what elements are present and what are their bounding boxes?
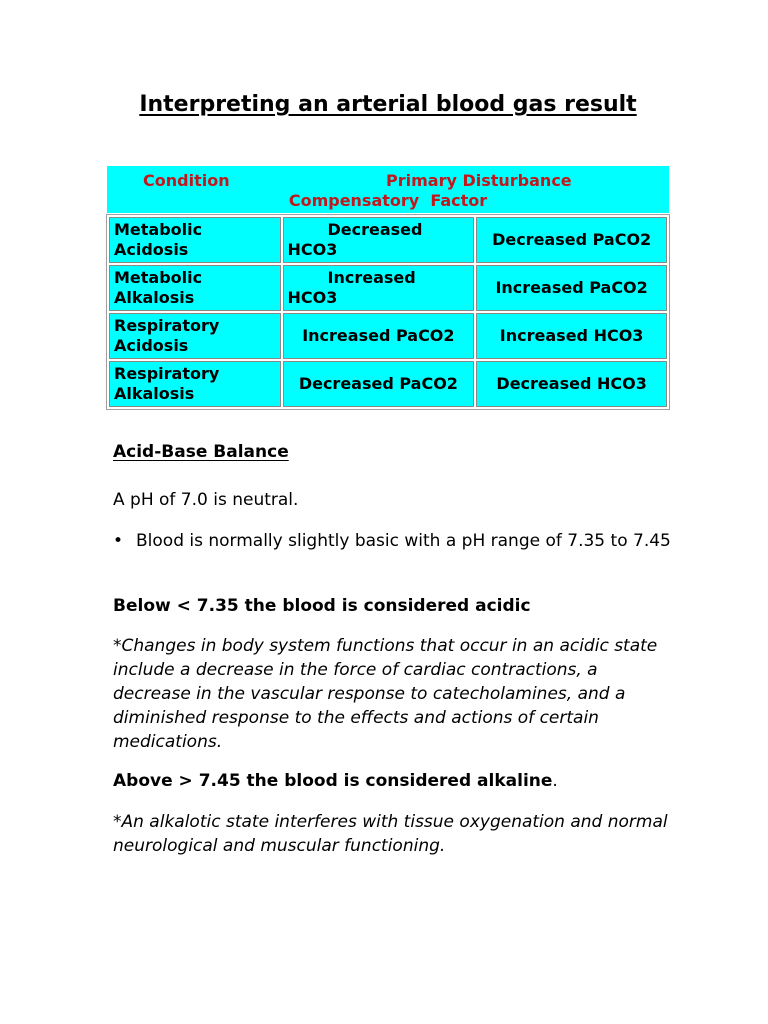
section-heading: Acid-Base Balance — [113, 442, 289, 462]
list-item — [113, 529, 673, 553]
compensatory-factor-cell: Increased PaCO2 — [476, 265, 667, 311]
document-title: Interpreting an arterial blood gas result — [139, 92, 637, 117]
bullet-list — [113, 529, 673, 553]
compensatory-factor-cell: Decreased HCO3 — [476, 361, 667, 407]
header-condition: Condition — [143, 171, 230, 190]
condition-cell: Respiratory Alkalosis — [109, 361, 281, 407]
condition-cell: Metabolic Alkalosis — [109, 265, 281, 311]
abg-table — [106, 214, 670, 410]
table-row — [109, 265, 667, 311]
primary-disturbance-cell: Decreased HCO3 — [283, 217, 475, 263]
alkaline-note: *An alkalotic state interferes with tissue oxygenation and normal neurological and muscular functioning. — [113, 812, 668, 856]
table-row — [109, 361, 667, 407]
table-row — [109, 313, 667, 359]
acidic-statement: Below < 7.35 the blood is considered acidic — [113, 596, 531, 616]
primary-disturbance-cell: Decreased PaCO2 — [283, 361, 475, 407]
acidic-note: *Changes in body system functions that occur in an acidic state include a decrease in the force of cardiac contractions, a decrease in the vascular response to catecholamines, and a diminished response to the effects and actions of certain medications. — [113, 636, 658, 752]
compensatory-factor-cell: Increased HCO3 — [476, 313, 667, 359]
bullet-icon: • — [113, 531, 124, 551]
alkaline-statement — [113, 769, 673, 793]
alkaline-period: . — [552, 771, 558, 791]
bullet-text: Blood is normally slightly basic with a pH range of 7.35 to 7.45 — [136, 531, 671, 551]
alkaline-text: Above > 7.45 the blood is considered alkaline — [113, 771, 553, 791]
condition-cell: Respiratory Acidosis — [109, 313, 281, 359]
condition-cell: Metabolic Acidosis — [109, 217, 281, 263]
header-compensatory-factor: Compensatory Factor — [288, 191, 488, 210]
neutral-text: A pH of 7.0 is neutral. — [113, 490, 299, 510]
table-header — [107, 166, 669, 213]
header-primary-disturbance: Primary Disturbance — [386, 171, 572, 190]
primary-disturbance-cell: Increased PaCO2 — [283, 313, 475, 359]
table-row — [109, 217, 667, 263]
primary-disturbance-cell: Increased HCO3 — [283, 265, 475, 311]
compensatory-factor-cell: Decreased PaCO2 — [476, 217, 667, 263]
